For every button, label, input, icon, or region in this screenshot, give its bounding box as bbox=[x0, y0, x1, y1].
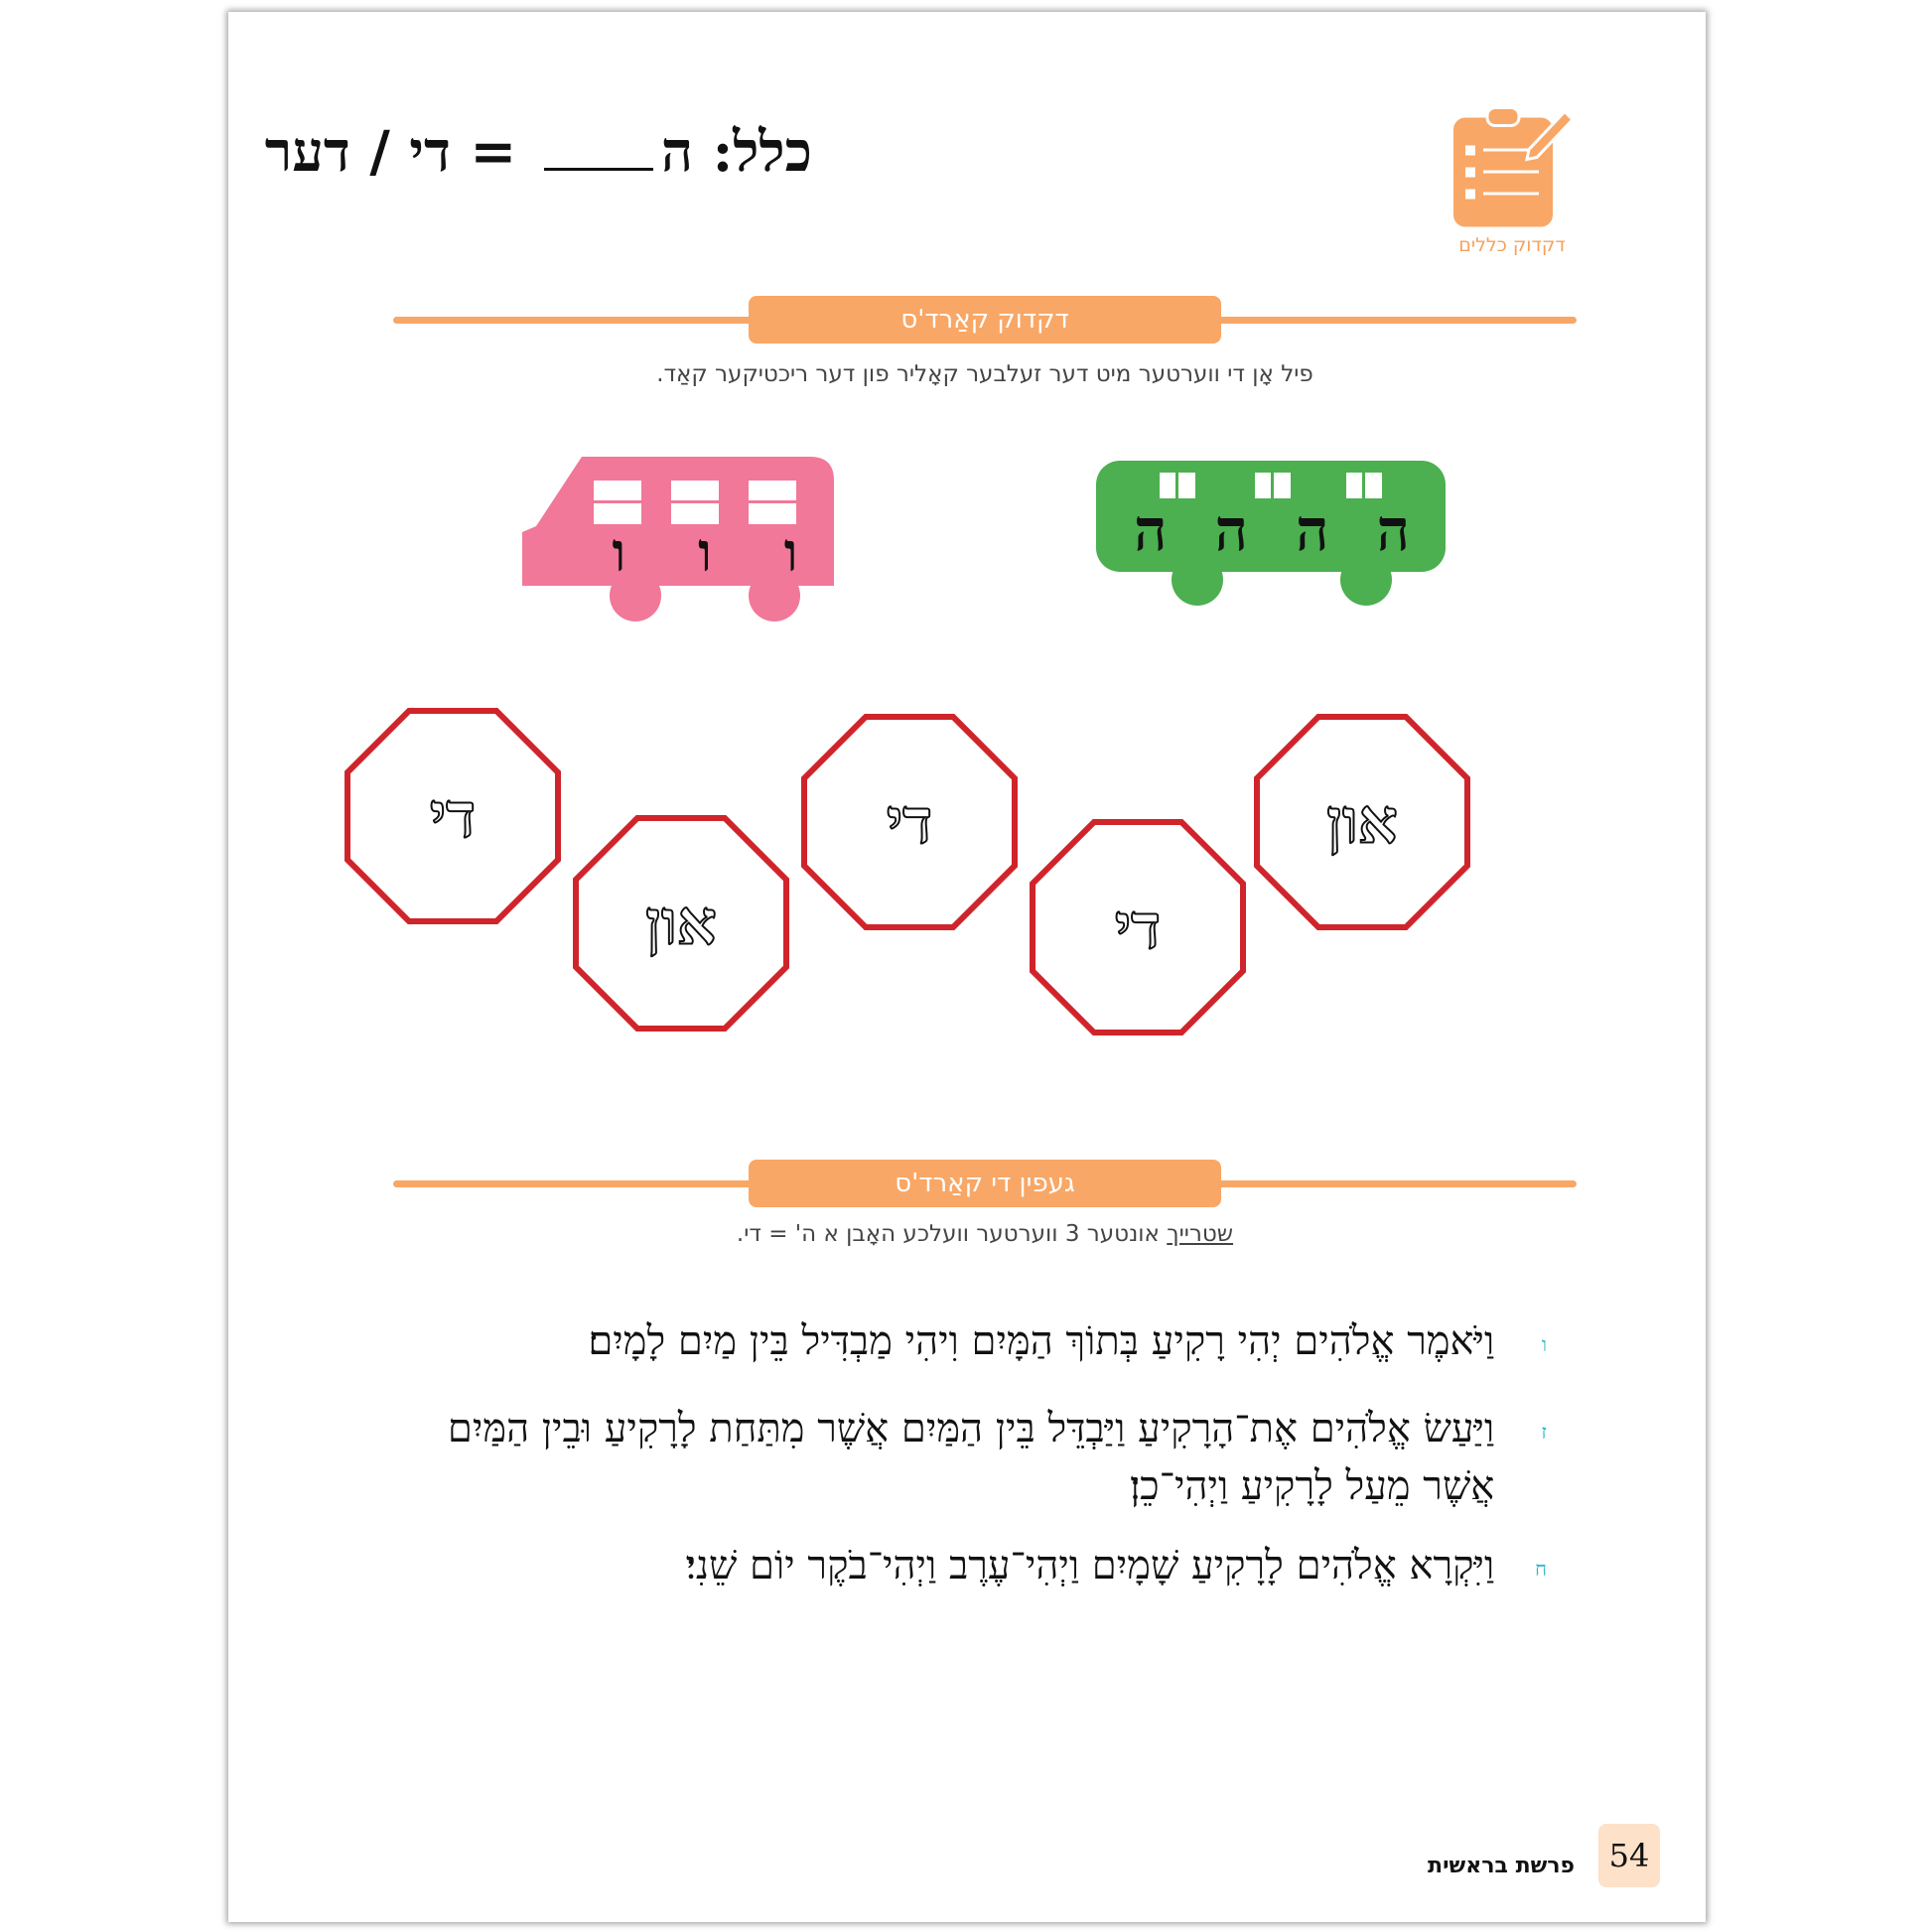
bus-letter[interactable]: ה bbox=[1296, 496, 1329, 564]
pink-bus-letters bbox=[576, 520, 834, 584]
instruction-rest: אונטער 3 ווערטער וועלכע האָבן א ה' = די. bbox=[736, 1221, 1160, 1247]
rule-prefix: כלל: bbox=[712, 119, 812, 185]
bus-letter[interactable]: ה bbox=[1376, 496, 1410, 564]
parsha-label: פרשת בראשית bbox=[1428, 1854, 1575, 1878]
page-number: 54 bbox=[1598, 1824, 1660, 1887]
verse-number: ו bbox=[1541, 1332, 1547, 1356]
clipboard-icon bbox=[1448, 79, 1577, 253]
word-card[interactable]: און bbox=[1326, 785, 1398, 858]
verse-text[interactable]: וַיִּקְרָא אֱלֹהִים לָרָקִיעַ שָׁמָיִם וַיְהִי־עֶרֶב וַיְהִי־בֹקֶר יוֹם שֵׁנִי׃ bbox=[685, 1543, 1495, 1588]
verse-text[interactable]: וַיַּעַשׂ אֱלֹהִים אֶת־הָרָקִיעַ וַיַּבְדֵּל בֵּין הַמַּיִם אֲשֶׁר מִתַּחַת לָרָקִיעַ וּבֵין הַמַּיִם אֲשֶׁר מֵעַל לָרָקִיעַ וַיְהִי־כֵן׃ bbox=[447, 1406, 1495, 1509]
verse-text[interactable]: וַיֹּאמֶר אֱלֹהִים יְהִי רָקִיעַ בְּתוֹךְ הַמָּיִם וִיהִי מַבְדִּיל בֵּין מַיִם לָמָיִם׃ bbox=[588, 1318, 1495, 1364]
section-2-title: געפין די קאַרד'ס bbox=[749, 1160, 1221, 1207]
bus-letter[interactable]: ה bbox=[1214, 496, 1248, 564]
section-1-title: דקדוק קאַרד'ס bbox=[749, 296, 1221, 344]
section-2-instruction bbox=[393, 1221, 1577, 1247]
verse-number: ז bbox=[1541, 1420, 1547, 1444]
bus-letter[interactable]: ו bbox=[698, 520, 712, 584]
verse-line[interactable] bbox=[588, 1312, 1547, 1373]
section-1-instruction: פיל אָן די ווערטער מיט דער זעלבער קאָליר פון דער ריכטיקער קאַד. bbox=[656, 361, 1313, 387]
word-card[interactable]: די bbox=[1114, 891, 1162, 963]
rule-result: = די / דער bbox=[264, 119, 517, 185]
worksheet-page bbox=[228, 12, 1706, 1922]
rule-letter: ה bbox=[660, 119, 694, 185]
rule-title bbox=[265, 119, 812, 185]
green-bus-letters bbox=[1110, 496, 1434, 564]
bus-letter[interactable]: ה bbox=[1134, 496, 1168, 564]
verse-number: ח bbox=[1535, 1557, 1547, 1581]
bus-letter[interactable]: ו bbox=[783, 520, 798, 584]
verse-line[interactable] bbox=[377, 1400, 1547, 1515]
rule-blank[interactable] bbox=[544, 128, 653, 171]
badge-label: דקדוק כללים bbox=[1458, 234, 1566, 256]
verse-line[interactable] bbox=[685, 1537, 1547, 1597]
word-card[interactable]: די bbox=[429, 779, 477, 852]
bus-letter[interactable]: ו bbox=[612, 520, 626, 584]
word-card[interactable]: די bbox=[886, 785, 933, 858]
instruction-underlined: שטרייך bbox=[1167, 1221, 1234, 1247]
word-card[interactable]: און bbox=[645, 887, 717, 959]
